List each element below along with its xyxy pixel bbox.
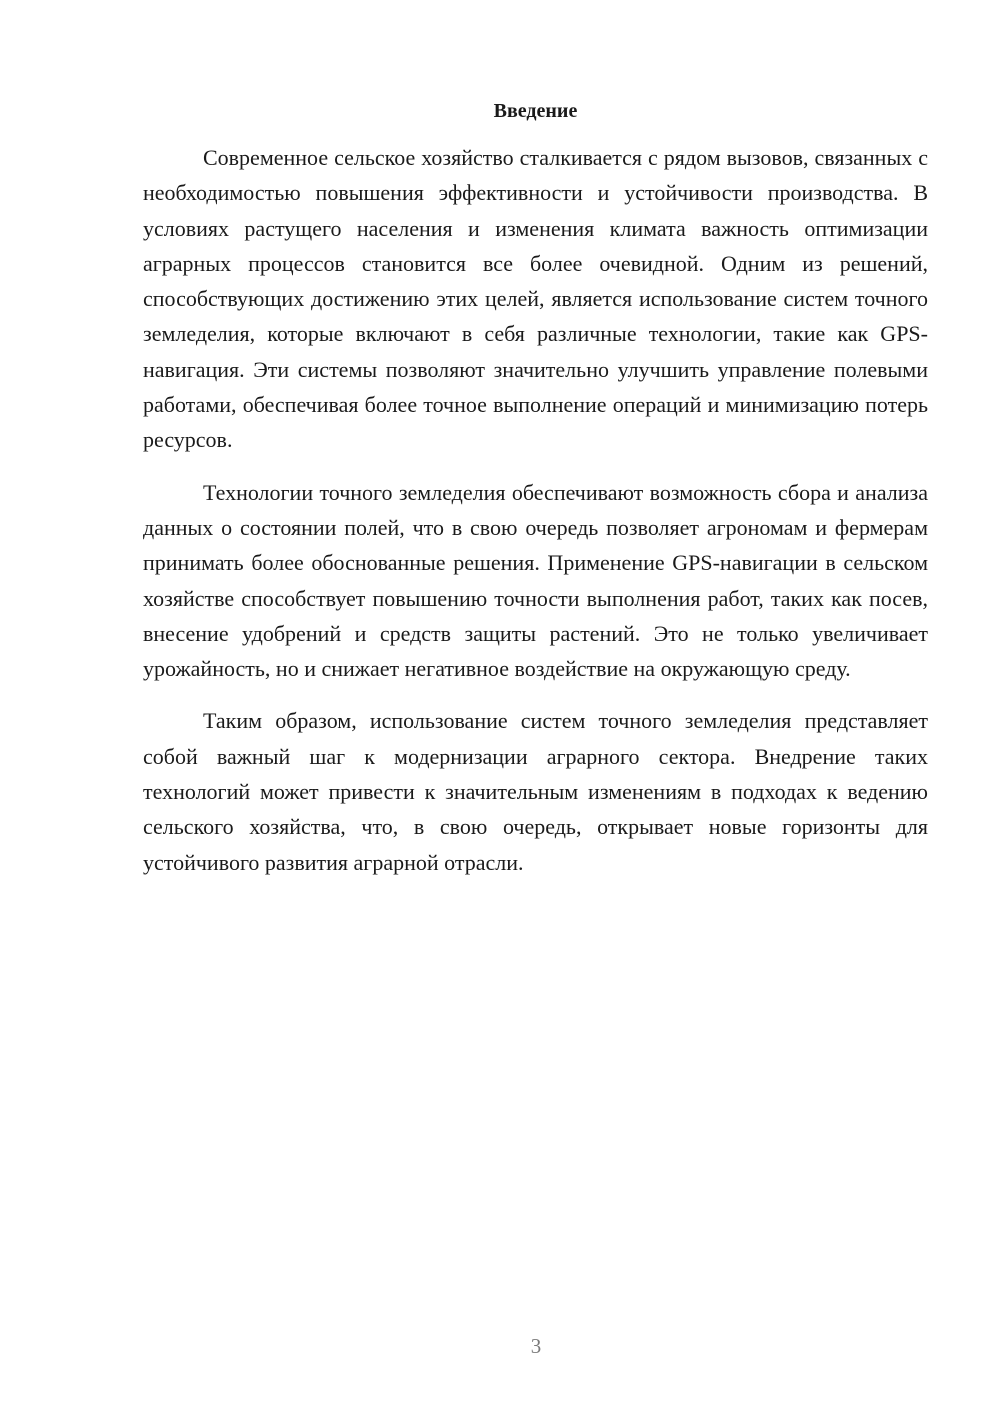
section-heading: Введение <box>493 100 578 122</box>
paragraph-conclusion: Таким образом, использование систем точного земледелия представляет собой важный шаг к модернизации аграрного сектора. Внедрение таких технологий может привести к значительным изменениям в подходах к ведению сельского хозяйства, что, в свою очередь, открывает новые горизонты для устойчивого развития аграрной отрасли. <box>143 708 928 875</box>
page-number: 3 <box>530 1334 542 1358</box>
body-text <box>143 140 928 897</box>
paragraph-technologies: Технологии точного земледелия обеспечивают возможность сбора и анализа данных о состоянии полей, что в свою очередь позволяет агрономам и фермерам принимать более обоснованные решения. Применение GPS-навигации в сельском хозяйстве способствует повышению точности выполнения работ, таких как посев, внесение удобрений и средств защиты растений. Это не только увеличивает урожайность, но и снижает негативное воздействие на окружающую среду. <box>143 479 928 682</box>
paragraph-intro: Современное сельское хозяйство сталкивается с рядом вызовов, связанных с необходимостью повышения эффективности и устойчивости производства. В условиях растущего населения и изменения климата важность оптимизации аграрных процессов становится все более очевидной. Одним из решений, способствующих достижению этих целей, является использование систем точного земледелия, которые включают в себя различные технологии, такие как GPS-навигация. Эти системы позволяют значительно улучшить управление полевыми работами, обеспечивая более точное выполнение операций и минимизацию потерь ресурсов. <box>143 145 928 453</box>
